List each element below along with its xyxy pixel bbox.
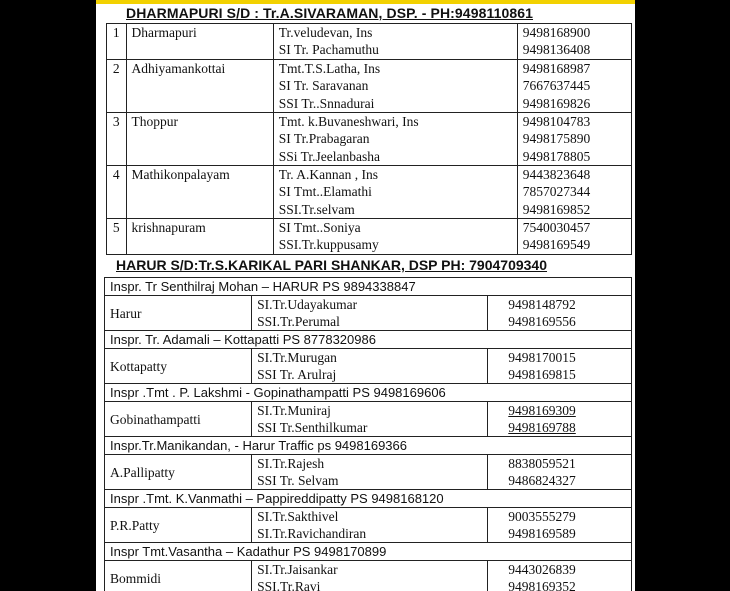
phone-number: 9498169826	[522, 95, 591, 111]
officer-name: SSI Tr. Selvam	[257, 473, 339, 488]
inspector-line: Inspr. Tr Senthilraj Mohan – HARUR PS 9894338847	[105, 278, 632, 296]
officer-name: SI.Tr.Ravichandiran	[257, 526, 367, 541]
officer-name: Tmt.T.S.Latha, Ins	[278, 61, 381, 76]
officer-name: SSI Tr..Snnadurai	[278, 95, 375, 111]
harur-subdivision-header: HARUR S/D:Tr.S.KARIKAL PARI SHANKAR, DSP PH: 7904709340	[116, 257, 548, 273]
officers-cell	[252, 402, 488, 437]
phone-number: 9498169309	[508, 403, 576, 418]
table-row	[107, 60, 632, 113]
officer-name: SSI.Tr.Perumal	[257, 314, 340, 329]
station-name: Gobinathampatti	[105, 402, 252, 437]
inspector-row	[105, 331, 632, 349]
serial-number: 2	[107, 60, 127, 113]
officers-cell	[273, 166, 517, 219]
officers-cell	[273, 60, 517, 113]
phone-number: 9498136408	[522, 42, 591, 58]
officer-name: SI Tmt..Elamathi	[278, 184, 372, 200]
officer-name: SSI Tr.Senthilkumar	[257, 420, 368, 435]
phone-number: 9498169788	[508, 420, 576, 435]
station-name: Dharmapuri	[126, 24, 273, 60]
phone-number: 9498168987	[522, 61, 591, 76]
station-name: Harur	[105, 296, 252, 331]
phones-cell	[517, 166, 631, 219]
table-row	[107, 113, 632, 166]
phone-number: 9498170015	[508, 350, 576, 365]
table-row	[105, 349, 632, 384]
inspector-line: Inspr. Tr. Adamali – Kottapatti PS 8778320986	[105, 331, 632, 349]
station-name: Adhiyamankottai	[126, 60, 273, 113]
inspector-row	[105, 278, 632, 296]
table-row	[107, 219, 632, 255]
phones-cell	[488, 455, 632, 490]
inspector-row	[105, 543, 632, 561]
officer-name: SI Tmt..Soniya	[278, 220, 361, 235]
officer-name: SI.Tr.Murugan	[257, 350, 337, 365]
phone-number: 7540030457	[522, 220, 591, 235]
officer-name: SSi Tr.Jeelanbasha	[278, 148, 381, 164]
inspector-line: Inspr.Tr.Manikandan, - Harur Traffic ps 9498169366	[105, 437, 632, 455]
phones-cell	[488, 296, 632, 331]
officer-name: Tr.veludevan, Ins	[278, 25, 373, 40]
phone-number: 7857027344	[522, 184, 591, 200]
officers-cell	[252, 561, 488, 591]
phone-number: 9498168900	[522, 25, 591, 40]
phones-cell	[517, 219, 631, 255]
phone-number: 9498169852	[522, 201, 591, 217]
phone-number: 9486824327	[508, 473, 576, 488]
phone-number: 9498169556	[508, 314, 576, 329]
serial-number: 4	[107, 166, 127, 219]
officer-name: SI.Tr.Udayakumar	[257, 297, 358, 312]
phone-number: 9498169589	[508, 526, 576, 541]
table-row	[105, 508, 632, 543]
phones-cell	[488, 508, 632, 543]
table-row	[105, 296, 632, 331]
serial-number: 1	[107, 24, 127, 60]
officer-name: SI Tr.Prabagaran	[278, 131, 370, 147]
phone-number: 9003555279	[508, 509, 576, 524]
table-row	[105, 402, 632, 437]
officer-name: SI Tr. Pachamuthu	[278, 42, 379, 58]
phones-cell	[488, 402, 632, 437]
officer-name: SSI Tr. Arulraj	[257, 367, 337, 382]
station-name: Thoppur	[126, 113, 273, 166]
phones-cell	[517, 60, 631, 113]
officer-name: Tmt. k.Buvaneshwari, Ins	[278, 114, 419, 129]
officer-name: SI.Tr.Muniraj	[257, 403, 331, 418]
phone-number: 9498169549	[522, 237, 591, 253]
dharmapuri-subdivision-header: DHARMAPURI S/D : Tr.A.SIVARAMAN, DSP. - PH:9498110861	[126, 5, 534, 21]
phone-number: 9498148792	[508, 297, 576, 312]
officers-cell	[273, 24, 517, 60]
officers-cell	[252, 349, 488, 384]
document-page	[96, 0, 635, 591]
officers-cell	[252, 508, 488, 543]
station-name: krishnapuram	[126, 219, 273, 255]
dharmapuri-stations-table	[106, 23, 632, 255]
officers-cell	[252, 455, 488, 490]
officer-name: SSI.Tr.kuppusamy	[278, 237, 379, 253]
inspector-row	[105, 437, 632, 455]
station-name: Kottapatty	[105, 349, 252, 384]
table-row	[105, 561, 632, 591]
station-name: P.R.Patty	[105, 508, 252, 543]
station-name: Bommidi	[105, 561, 252, 591]
station-name: A.Pallipatty	[105, 455, 252, 490]
table-row	[107, 24, 632, 60]
table-row	[105, 455, 632, 490]
phone-number: 9443026839	[508, 562, 576, 577]
officers-cell	[273, 113, 517, 166]
inspector-row	[105, 490, 632, 508]
phone-number: 8838059521	[508, 456, 576, 471]
officer-name: Tr. A.Kannan , Ins	[278, 167, 379, 182]
harur-stations-table	[104, 277, 632, 591]
phones-cell	[517, 24, 631, 60]
serial-number: 3	[107, 113, 127, 166]
phone-number: 9498104783	[522, 114, 591, 129]
officers-cell	[252, 296, 488, 331]
station-name: Mathikonpalayam	[126, 166, 273, 219]
officer-name: SSI.Tr.selvam	[278, 201, 355, 217]
officer-name: SI.Tr.Rajesh	[257, 456, 325, 471]
phone-number: 9498169815	[508, 367, 576, 382]
phones-cell	[517, 113, 631, 166]
inspector-line: Inspr Tmt.Vasantha – Kadathur PS 9498170899	[105, 543, 632, 561]
officers-cell	[273, 219, 517, 255]
phone-number: 7667637445	[522, 78, 591, 94]
officer-name: SI Tr. Saravanan	[278, 78, 369, 94]
table-row	[107, 166, 632, 219]
officer-name: SSI.Tr.Ravi	[257, 579, 321, 591]
inspector-line: Inspr .Tmt . P. Lakshmi - Gopinathampatti PS 9498169606	[105, 384, 632, 402]
serial-number: 5	[107, 219, 127, 255]
inspector-line: Inspr .Tmt. K.Vanmathi – Pappireddipatty PS 9498168120	[105, 490, 632, 508]
officer-name: SI.Tr.Sakthivel	[257, 509, 339, 524]
inspector-row	[105, 384, 632, 402]
phone-number: 9498175890	[522, 131, 591, 147]
phone-number: 9443823648	[522, 167, 591, 182]
phone-number: 9498178805	[522, 148, 591, 164]
phones-cell	[488, 349, 632, 384]
phones-cell	[488, 561, 632, 591]
top-highlight-bar	[96, 0, 635, 4]
officer-name: SI.Tr.Jaisankar	[257, 562, 338, 577]
phone-number: 9498169352	[508, 579, 576, 591]
